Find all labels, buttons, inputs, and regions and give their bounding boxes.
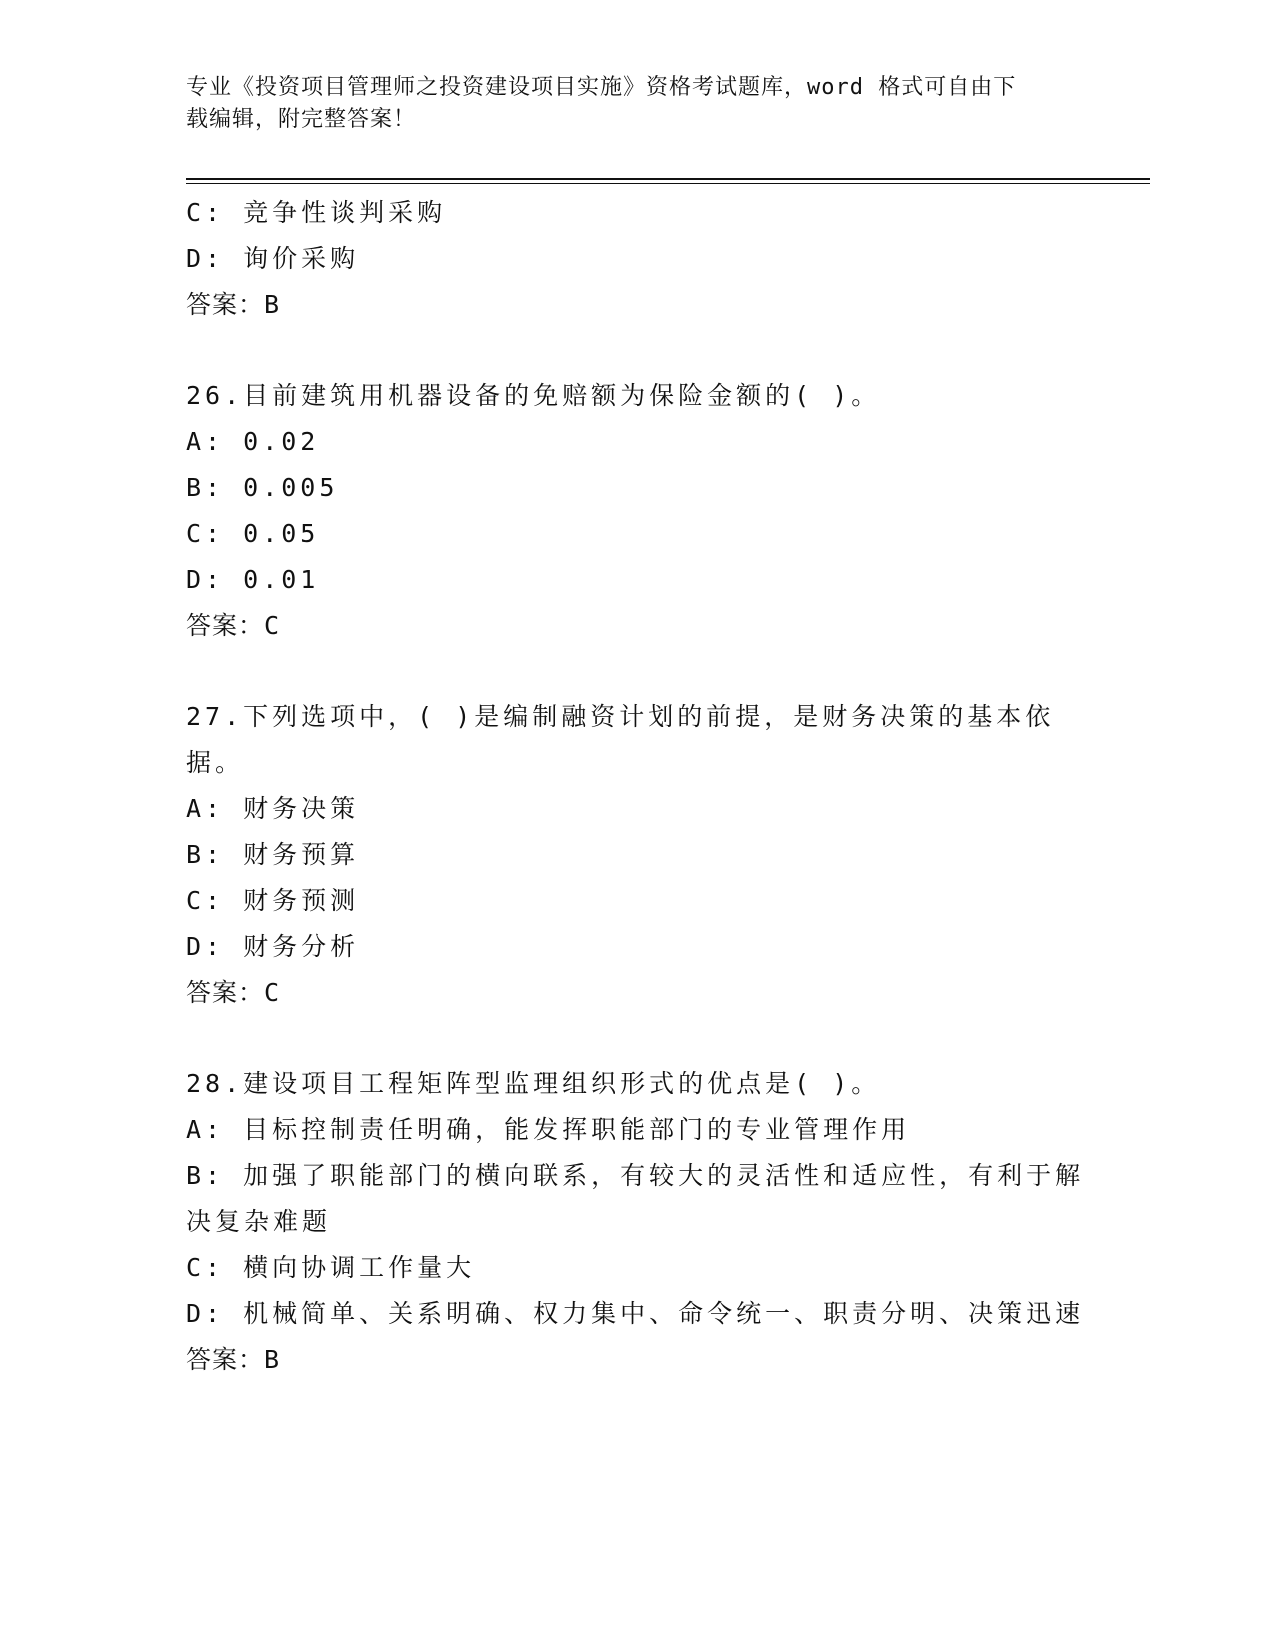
answer-label: 答案： [186, 978, 265, 1007]
option-d: D: 机械简单、关系明确、权力集中、命令统一、职责分明、决策迅速 [186, 1299, 1085, 1328]
question-27-block [186, 694, 1086, 1016]
question-26-block [186, 373, 1086, 649]
option-b-line-1: B: 加强了职能部门的横向联系，有较大的灵活性和适应性，有利于解 [186, 1161, 1085, 1190]
header-divider [186, 178, 1150, 184]
answer-label: 答案： [186, 290, 265, 319]
answer-label: 答案： [186, 611, 265, 640]
answer-line [186, 282, 1086, 328]
answer-line [186, 1337, 1086, 1383]
option-c: C: 财务预测 [186, 886, 360, 915]
option-a: A: 0.02 [186, 427, 320, 456]
option-b: B: 财务预算 [186, 840, 360, 869]
question-26-text: 26.目前建筑用机器设备的免赔额为保险金额的( )。 [186, 381, 881, 410]
answer-value: C [264, 611, 281, 640]
option-c: C: 竞争性谈判采购 [186, 198, 447, 227]
answer-value: B [264, 290, 281, 319]
question-28-block [186, 1061, 1086, 1383]
document-header [186, 72, 1066, 136]
option-d: D: 财务分析 [186, 932, 360, 961]
question-content [186, 190, 1086, 1383]
option-a: A: 目标控制责任明确，能发挥职能部门的专业管理作用 [186, 1115, 911, 1144]
question-27-text-line-2: 据。 [186, 748, 245, 777]
header-line-1: 专业《投资项目管理师之投资建设项目实施》资格考试题库，word 格式可自由下 [186, 75, 1017, 100]
answer-label: 答案： [186, 1345, 265, 1374]
option-a: A: 财务决策 [186, 794, 360, 823]
answer-line [186, 970, 1086, 1016]
option-d: D: 询价采购 [186, 244, 360, 273]
header-line-2: 载编辑，附完整答案！ [186, 107, 417, 132]
answer-value: B [264, 1345, 281, 1374]
option-b-line-2: 决复杂难题 [186, 1207, 332, 1236]
question-27-text-line-1: 27.下列选项中，( )是编制融资计划的前提，是财务决策的基本依 [186, 702, 1055, 731]
option-b: B: 0.005 [186, 473, 339, 502]
answer-value: C [264, 978, 281, 1007]
answer-line [186, 603, 1086, 649]
option-c: C: 横向协调工作量大 [186, 1253, 476, 1282]
option-c: C: 0.05 [186, 519, 320, 548]
prev-question-block [186, 190, 1086, 328]
option-d: D: 0.01 [186, 565, 320, 594]
question-28-text: 28.建设项目工程矩阵型监理组织形式的优点是( )。 [186, 1069, 881, 1098]
